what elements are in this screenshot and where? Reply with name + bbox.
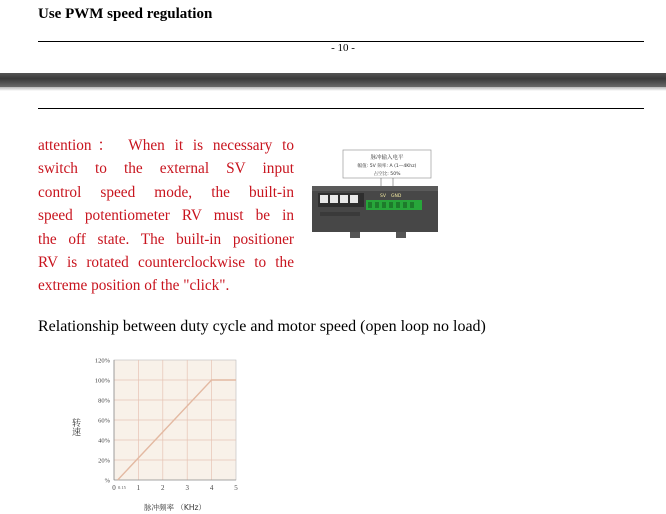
attention-line: control speed mode, the built-in bbox=[38, 183, 294, 201]
y-tick-label: 120% bbox=[94, 357, 110, 365]
x-tick-label: 2 bbox=[161, 484, 165, 492]
page-gap-bar bbox=[0, 73, 666, 87]
y-tick-label: 80% bbox=[98, 397, 110, 405]
y-tick-label: % bbox=[104, 477, 110, 485]
header-rule bbox=[38, 108, 644, 109]
attention-line: speed potentiometer RV must be in bbox=[38, 207, 294, 225]
section-title: Relationship between duty cycle and motor speed (open loop no load) bbox=[38, 318, 486, 335]
duty-cycle-speed-chart bbox=[80, 350, 270, 514]
x-tick-label: 5 bbox=[234, 484, 238, 492]
y-tick-label: 40% bbox=[98, 437, 110, 445]
y-tick-label: 20% bbox=[98, 457, 110, 465]
device-label-line2: 幅值: 5V 频率: A (1—4Khz) bbox=[357, 164, 417, 169]
attention-line: the off state. The built-in positioner bbox=[38, 230, 294, 248]
attention-line: switch to the external SV input bbox=[38, 160, 294, 178]
attention-line: RV is rotated counterclockwise to the bbox=[38, 254, 294, 272]
page-heading: Use PWM speed regulation bbox=[38, 6, 213, 22]
x-axis-label: 脉冲频率 （KHz） bbox=[144, 503, 206, 512]
device-label-title: 脉冲输入电平 bbox=[370, 155, 404, 161]
x-tick-label-extra: 0.15 bbox=[118, 485, 126, 490]
y-tick-label: 100% bbox=[94, 377, 110, 385]
device-label-line3: 占空比: 50% bbox=[373, 172, 401, 177]
attention-paragraph bbox=[38, 134, 294, 298]
x-tick-label: 3 bbox=[185, 484, 189, 492]
terminal-label-sv: SV bbox=[380, 194, 386, 199]
x-tick-label: 1 bbox=[136, 484, 141, 492]
driver-device-image bbox=[310, 148, 440, 240]
x-tick-label: 0 bbox=[112, 484, 116, 492]
attention-line: extreme position of the "click". bbox=[38, 277, 230, 295]
page-number: - 10 - bbox=[331, 42, 355, 54]
chart-y-axis-label: 转速 bbox=[71, 418, 81, 436]
x-tick-label: 4 bbox=[209, 484, 214, 492]
page-gap-shadow bbox=[0, 87, 666, 91]
attention-line: attention： When it is necessary to bbox=[38, 137, 294, 154]
terminal-label-gnd: GND bbox=[391, 194, 402, 199]
y-tick-label: 60% bbox=[98, 417, 110, 425]
